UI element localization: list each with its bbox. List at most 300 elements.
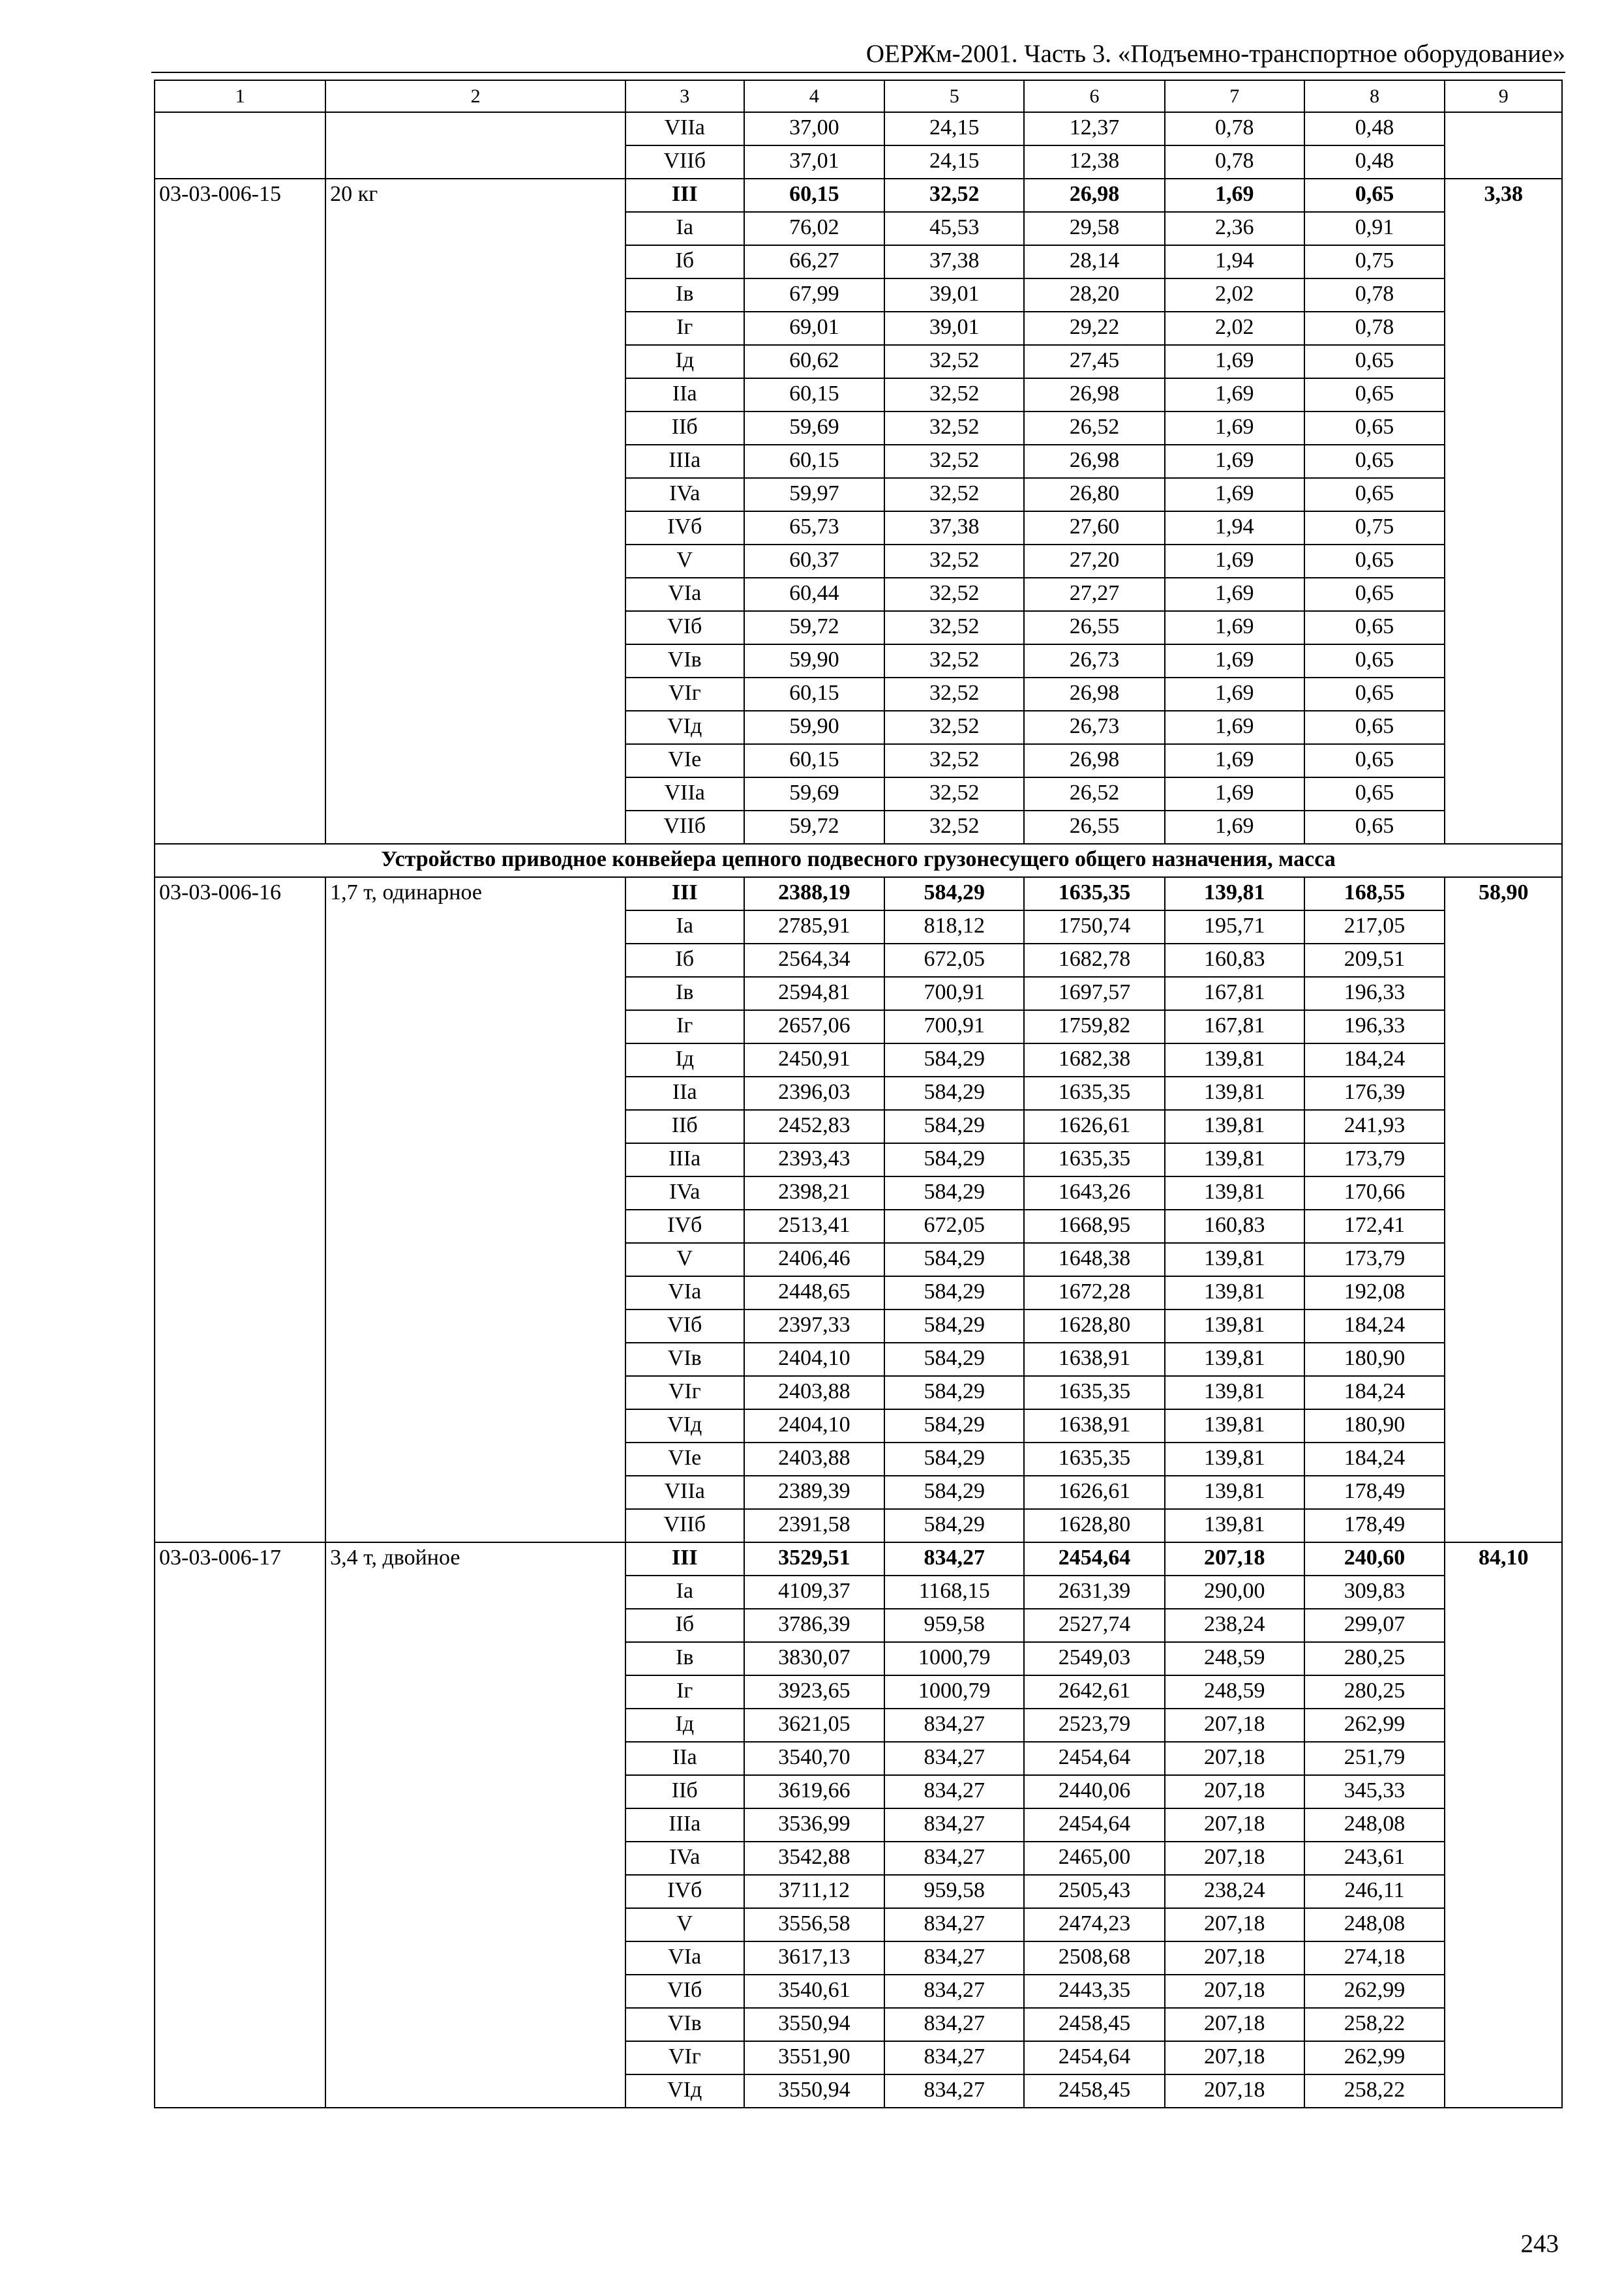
value-cell: 584,29: [884, 1443, 1024, 1476]
zone-cell: IVб: [625, 1210, 744, 1243]
value-cell: 2454,64: [1024, 1542, 1165, 1576]
value-cell: 26,52: [1024, 411, 1165, 445]
value-cell: 1,69: [1165, 345, 1304, 378]
zone-cell: V: [625, 1908, 744, 1941]
value-cell: 3550,94: [744, 2074, 885, 2108]
value-cell: 32,52: [884, 179, 1024, 212]
value-cell: 262,99: [1304, 1709, 1445, 1742]
value-cell: 584,29: [884, 1143, 1024, 1176]
value-cell: 238,24: [1165, 1609, 1304, 1642]
value-cell: 1750,74: [1024, 910, 1165, 944]
value-cell: 1,69: [1165, 811, 1304, 844]
value-cell: 1682,78: [1024, 944, 1165, 977]
value-cell: 818,12: [884, 910, 1024, 944]
zone-cell: Iб: [625, 245, 744, 278]
value-cell: 27,20: [1024, 545, 1165, 578]
value-cell: 1,69: [1165, 378, 1304, 411]
value-cell: 2,02: [1165, 278, 1304, 312]
value-cell: 2785,91: [744, 910, 885, 944]
value-cell: 241,93: [1304, 1110, 1445, 1143]
value-cell: 26,98: [1024, 678, 1165, 711]
value-cell: 184,24: [1304, 1376, 1445, 1409]
value-cell: 60,62: [744, 345, 885, 378]
value-cell: 37,01: [744, 145, 885, 179]
zone-cell: Ia: [625, 1576, 744, 1609]
value-cell: 584,29: [884, 1476, 1024, 1509]
value-cell: 1638,91: [1024, 1343, 1165, 1376]
zone-cell: IIIa: [625, 1143, 744, 1176]
value-cell: 2513,41: [744, 1210, 885, 1243]
column-number-row: [155, 80, 1562, 112]
value-cell: 0,65: [1304, 711, 1445, 744]
value-cell: 1,69: [1165, 744, 1304, 777]
value-cell: 139,81: [1165, 1077, 1304, 1110]
column-number: 5: [884, 80, 1024, 112]
value-cell: 248,59: [1165, 1642, 1304, 1675]
zone-cell: IIIa: [625, 445, 744, 478]
value-cell: 672,05: [884, 1210, 1024, 1243]
value-cell: 0,65: [1304, 545, 1445, 578]
value-cell: 59,69: [744, 411, 885, 445]
value-cell: 32,52: [884, 777, 1024, 811]
zone-cell: VIг: [625, 2041, 744, 2074]
extra-cell: [1445, 112, 1562, 179]
value-cell: 66,27: [744, 245, 885, 278]
value-cell: 29,22: [1024, 312, 1165, 345]
value-cell: 180,90: [1304, 1343, 1445, 1376]
value-cell: 1,69: [1165, 478, 1304, 511]
value-cell: 32,52: [884, 711, 1024, 744]
value-cell: 2391,58: [744, 1509, 885, 1542]
value-cell: 139,81: [1165, 1476, 1304, 1509]
value-cell: 59,69: [744, 777, 885, 811]
value-cell: 207,18: [1165, 2041, 1304, 2074]
value-cell: 27,45: [1024, 345, 1165, 378]
value-cell: 1,69: [1165, 777, 1304, 811]
value-cell: 584,29: [884, 1243, 1024, 1276]
value-cell: 1682,38: [1024, 1043, 1165, 1077]
zone-cell: VIг: [625, 678, 744, 711]
zone-cell: IVб: [625, 511, 744, 545]
value-cell: 139,81: [1165, 1110, 1304, 1143]
value-cell: 0,75: [1304, 511, 1445, 545]
value-cell: 2397,33: [744, 1309, 885, 1343]
value-cell: 0,65: [1304, 411, 1445, 445]
value-cell: 26,98: [1024, 445, 1165, 478]
zone-cell: V: [625, 545, 744, 578]
value-cell: 32,52: [884, 811, 1024, 844]
value-cell: 3536,99: [744, 1808, 885, 1842]
value-cell: 238,24: [1165, 1875, 1304, 1908]
value-cell: 139,81: [1165, 1309, 1304, 1343]
value-cell: 584,29: [884, 1509, 1024, 1542]
zone-cell: Iг: [625, 1675, 744, 1709]
value-cell: 1,69: [1165, 445, 1304, 478]
value-cell: 59,90: [744, 644, 885, 678]
value-cell: 3619,66: [744, 1775, 885, 1808]
value-cell: 1000,79: [884, 1642, 1024, 1675]
value-cell: 168,55: [1304, 877, 1445, 910]
value-cell: 172,41: [1304, 1210, 1445, 1243]
value-cell: 1672,28: [1024, 1276, 1165, 1309]
value-cell: 1628,80: [1024, 1509, 1165, 1542]
value-cell: 258,22: [1304, 2074, 1445, 2108]
value-cell: 207,18: [1165, 2008, 1304, 2041]
value-cell: 345,33: [1304, 1775, 1445, 1808]
value-cell: 834,27: [884, 1542, 1024, 1576]
value-cell: 2,02: [1165, 312, 1304, 345]
value-cell: 170,66: [1304, 1176, 1445, 1210]
value-cell: 180,90: [1304, 1409, 1445, 1443]
value-cell: 27,27: [1024, 578, 1165, 611]
value-cell: 584,29: [884, 1176, 1024, 1210]
value-cell: 24,15: [884, 145, 1024, 179]
zone-cell: IVa: [625, 478, 744, 511]
value-cell: 1628,80: [1024, 1309, 1165, 1343]
value-cell: 139,81: [1165, 1176, 1304, 1210]
zone-cell: IIб: [625, 1110, 744, 1143]
value-cell: 1,69: [1165, 611, 1304, 644]
value-cell: 3529,51: [744, 1542, 885, 1576]
section-row: [155, 844, 1562, 877]
value-cell: 26,55: [1024, 611, 1165, 644]
zone-cell: IIa: [625, 378, 744, 411]
zone-cell: VIa: [625, 578, 744, 611]
value-cell: 3551,90: [744, 2041, 885, 2074]
zone-cell: Iг: [625, 312, 744, 345]
value-cell: 32,52: [884, 744, 1024, 777]
value-cell: 584,29: [884, 1376, 1024, 1409]
value-cell: 1668,95: [1024, 1210, 1165, 1243]
column-number: 7: [1165, 80, 1304, 112]
value-cell: 26,98: [1024, 179, 1165, 212]
zone-cell: Iг: [625, 1010, 744, 1043]
value-cell: 12,38: [1024, 145, 1165, 179]
value-cell: 60,15: [744, 678, 885, 711]
value-cell: 1,69: [1165, 678, 1304, 711]
zone-cell: VIв: [625, 2008, 744, 2041]
value-cell: 834,27: [884, 2074, 1024, 2108]
zone-cell: Iд: [625, 345, 744, 378]
value-cell: 0,65: [1304, 777, 1445, 811]
value-cell: 2452,83: [744, 1110, 885, 1143]
value-cell: 1635,35: [1024, 1143, 1165, 1176]
value-cell: 139,81: [1165, 877, 1304, 910]
value-cell: 1626,61: [1024, 1110, 1165, 1143]
value-cell: 178,49: [1304, 1476, 1445, 1509]
value-cell: 0,78: [1304, 278, 1445, 312]
value-cell: 45,53: [884, 212, 1024, 245]
value-cell: 834,27: [884, 1808, 1024, 1842]
value-cell: 209,51: [1304, 944, 1445, 977]
value-cell: 32,52: [884, 478, 1024, 511]
column-number: 6: [1024, 80, 1165, 112]
value-cell: 2564,34: [744, 944, 885, 977]
value-cell: 2440,06: [1024, 1775, 1165, 1808]
value-cell: 29,58: [1024, 212, 1165, 245]
value-cell: 0,65: [1304, 179, 1445, 212]
running-header: ОЕРЖм-2001. Часть 3. «Подъемно-транспортное оборудование»: [865, 40, 1565, 68]
value-cell: 32,52: [884, 611, 1024, 644]
extra-cell: 84,10: [1445, 1542, 1562, 2108]
value-cell: 207,18: [1165, 2074, 1304, 2108]
value-cell: 207,18: [1165, 1975, 1304, 2008]
value-cell: 834,27: [884, 1908, 1024, 1941]
value-cell: 2474,23: [1024, 1908, 1165, 1941]
value-cell: 1638,91: [1024, 1409, 1165, 1443]
value-cell: 280,25: [1304, 1675, 1445, 1709]
value-cell: 4109,37: [744, 1576, 885, 1609]
value-cell: 184,24: [1304, 1443, 1445, 1476]
zone-cell: IVa: [625, 1176, 744, 1210]
value-cell: 0,65: [1304, 445, 1445, 478]
value-cell: 2396,03: [744, 1077, 885, 1110]
value-cell: 262,99: [1304, 1975, 1445, 2008]
value-cell: 184,24: [1304, 1043, 1445, 1077]
code-cell: 03-03-006-16: [155, 877, 325, 1542]
value-cell: 2657,06: [744, 1010, 885, 1043]
value-cell: 0,78: [1165, 112, 1304, 145]
value-cell: 1,69: [1165, 578, 1304, 611]
value-cell: 69,01: [744, 312, 885, 345]
zone-cell: V: [625, 1243, 744, 1276]
value-cell: 207,18: [1165, 1742, 1304, 1775]
value-cell: 26,98: [1024, 744, 1165, 777]
value-cell: 60,15: [744, 744, 885, 777]
zone-cell: VIд: [625, 711, 744, 744]
zone-cell: VIб: [625, 611, 744, 644]
value-cell: 196,33: [1304, 977, 1445, 1010]
value-cell: 584,29: [884, 1043, 1024, 1077]
value-cell: 178,49: [1304, 1509, 1445, 1542]
value-cell: 160,83: [1165, 1210, 1304, 1243]
value-cell: 1759,82: [1024, 1010, 1165, 1043]
value-cell: 207,18: [1165, 1808, 1304, 1842]
value-cell: 176,39: [1304, 1077, 1445, 1110]
value-cell: 39,01: [884, 312, 1024, 345]
rates-table: [154, 80, 1563, 2108]
value-cell: 240,60: [1304, 1542, 1445, 1576]
value-cell: 1697,57: [1024, 977, 1165, 1010]
value-cell: 290,00: [1165, 1576, 1304, 1609]
value-cell: 207,18: [1165, 1842, 1304, 1875]
value-cell: 248,08: [1304, 1808, 1445, 1842]
value-cell: 59,72: [744, 611, 885, 644]
value-cell: 2403,88: [744, 1443, 885, 1476]
value-cell: 196,33: [1304, 1010, 1445, 1043]
value-cell: 959,58: [884, 1609, 1024, 1642]
column-number: 2: [325, 80, 625, 112]
value-cell: 60,37: [744, 545, 885, 578]
value-cell: 207,18: [1165, 1709, 1304, 1742]
zone-cell: VIIб: [625, 145, 744, 179]
value-cell: 2527,74: [1024, 1609, 1165, 1642]
value-cell: 26,80: [1024, 478, 1165, 511]
table-row: [155, 112, 1562, 145]
value-cell: 1168,15: [884, 1576, 1024, 1609]
zone-cell: Iв: [625, 278, 744, 312]
value-cell: 258,22: [1304, 2008, 1445, 2041]
value-cell: 160,83: [1165, 944, 1304, 977]
value-cell: 3786,39: [744, 1609, 885, 1642]
column-number: 1: [155, 80, 325, 112]
value-cell: 39,01: [884, 278, 1024, 312]
value-cell: 246,11: [1304, 1875, 1445, 1908]
zone-cell: VIд: [625, 2074, 744, 2108]
value-cell: 584,29: [884, 1409, 1024, 1443]
zone-cell: IIa: [625, 1742, 744, 1775]
value-cell: 26,73: [1024, 644, 1165, 678]
zone-cell: VIIб: [625, 811, 744, 844]
value-cell: 2642,61: [1024, 1675, 1165, 1709]
value-cell: 2404,10: [744, 1343, 885, 1376]
value-cell: 1,69: [1165, 711, 1304, 744]
value-cell: 67,99: [744, 278, 885, 312]
value-cell: 207,18: [1165, 1908, 1304, 1941]
value-cell: 26,55: [1024, 811, 1165, 844]
zone-cell: VIв: [625, 1343, 744, 1376]
name-cell: 20 кг: [325, 179, 625, 844]
value-cell: 3540,70: [744, 1742, 885, 1775]
value-cell: 0,65: [1304, 744, 1445, 777]
value-cell: 26,73: [1024, 711, 1165, 744]
value-cell: 2,36: [1165, 212, 1304, 245]
value-cell: 584,29: [884, 1110, 1024, 1143]
value-cell: 2454,64: [1024, 1808, 1165, 1842]
value-cell: 32,52: [884, 345, 1024, 378]
value-cell: 1635,35: [1024, 1443, 1165, 1476]
value-cell: 139,81: [1165, 1343, 1304, 1376]
value-cell: 834,27: [884, 2008, 1024, 2041]
value-cell: 139,81: [1165, 1276, 1304, 1309]
value-cell: 32,52: [884, 411, 1024, 445]
value-cell: 0,48: [1304, 145, 1445, 179]
value-cell: 243,61: [1304, 1842, 1445, 1875]
value-cell: 0,75: [1304, 245, 1445, 278]
column-number: 9: [1445, 80, 1562, 112]
value-cell: 248,08: [1304, 1908, 1445, 1941]
value-cell: 2505,43: [1024, 1875, 1165, 1908]
value-cell: 3621,05: [744, 1709, 885, 1742]
column-number: 3: [625, 80, 744, 112]
value-cell: 2406,46: [744, 1243, 885, 1276]
value-cell: 2508,68: [1024, 1941, 1165, 1975]
value-cell: 1643,26: [1024, 1176, 1165, 1210]
zone-cell: Ia: [625, 910, 744, 944]
value-cell: 26,98: [1024, 378, 1165, 411]
value-cell: 217,05: [1304, 910, 1445, 944]
value-cell: 2454,64: [1024, 1742, 1165, 1775]
value-cell: 139,81: [1165, 1243, 1304, 1276]
zone-cell: IIб: [625, 1775, 744, 1808]
value-cell: 1,94: [1165, 511, 1304, 545]
zone-cell: VIд: [625, 1409, 744, 1443]
value-cell: 584,29: [884, 877, 1024, 910]
zone-cell: VIб: [625, 1309, 744, 1343]
value-cell: 32,52: [884, 445, 1024, 478]
value-cell: 60,15: [744, 179, 885, 212]
value-cell: 65,73: [744, 511, 885, 545]
zone-cell: Ia: [625, 212, 744, 245]
value-cell: 1635,35: [1024, 1376, 1165, 1409]
value-cell: 2388,19: [744, 877, 885, 910]
value-cell: 0,65: [1304, 644, 1445, 678]
value-cell: 173,79: [1304, 1243, 1445, 1276]
value-cell: 24,15: [884, 112, 1024, 145]
value-cell: 834,27: [884, 1775, 1024, 1808]
table-body: [155, 80, 1562, 2108]
value-cell: 0,65: [1304, 611, 1445, 644]
value-cell: 834,27: [884, 1742, 1024, 1775]
column-number: 4: [744, 80, 885, 112]
value-cell: 280,25: [1304, 1642, 1445, 1675]
value-cell: 26,52: [1024, 777, 1165, 811]
value-cell: 3542,88: [744, 1842, 885, 1875]
value-cell: 1,69: [1165, 644, 1304, 678]
zone-cell: III: [625, 877, 744, 910]
value-cell: 28,20: [1024, 278, 1165, 312]
value-cell: 0,65: [1304, 678, 1445, 711]
value-cell: 139,81: [1165, 1043, 1304, 1077]
value-cell: 60,44: [744, 578, 885, 611]
value-cell: 0,91: [1304, 212, 1445, 245]
value-cell: 3617,13: [744, 1941, 885, 1975]
code-cell: 03-03-006-15: [155, 179, 325, 844]
value-cell: 207,18: [1165, 1941, 1304, 1975]
zone-cell: VIe: [625, 744, 744, 777]
value-cell: 251,79: [1304, 1742, 1445, 1775]
zone-cell: VIб: [625, 1975, 744, 2008]
zone-cell: VIa: [625, 1941, 744, 1975]
value-cell: 2393,43: [744, 1143, 885, 1176]
value-cell: 167,81: [1165, 1010, 1304, 1043]
value-cell: 1648,38: [1024, 1243, 1165, 1276]
value-cell: 834,27: [884, 1709, 1024, 1742]
zone-cell: Iб: [625, 944, 744, 977]
value-cell: 207,18: [1165, 1775, 1304, 1808]
value-cell: 1,69: [1165, 179, 1304, 212]
value-cell: 584,29: [884, 1343, 1024, 1376]
value-cell: 192,08: [1304, 1276, 1445, 1309]
value-cell: 167,81: [1165, 977, 1304, 1010]
table-row: [155, 179, 1562, 212]
value-cell: 32,52: [884, 678, 1024, 711]
value-cell: 59,72: [744, 811, 885, 844]
value-cell: 248,59: [1165, 1675, 1304, 1709]
value-cell: 834,27: [884, 1842, 1024, 1875]
value-cell: 274,18: [1304, 1941, 1445, 1975]
value-cell: 0,48: [1304, 112, 1445, 145]
value-cell: 76,02: [744, 212, 885, 245]
value-cell: 184,24: [1304, 1309, 1445, 1343]
code-cell: 03-03-006-17: [155, 1542, 325, 2108]
value-cell: 309,83: [1304, 1576, 1445, 1609]
value-cell: 37,38: [884, 245, 1024, 278]
value-cell: 262,99: [1304, 2041, 1445, 2074]
value-cell: 2450,91: [744, 1043, 885, 1077]
zone-cell: IVб: [625, 1875, 744, 1908]
value-cell: 1,94: [1165, 245, 1304, 278]
column-number: 8: [1304, 80, 1445, 112]
value-cell: 0,65: [1304, 345, 1445, 378]
value-cell: 2631,39: [1024, 1576, 1165, 1609]
value-cell: 12,37: [1024, 112, 1165, 145]
value-cell: 139,81: [1165, 1443, 1304, 1476]
value-cell: 37,38: [884, 511, 1024, 545]
zone-cell: VIIa: [625, 777, 744, 811]
value-cell: 195,71: [1165, 910, 1304, 944]
value-cell: 32,52: [884, 378, 1024, 411]
